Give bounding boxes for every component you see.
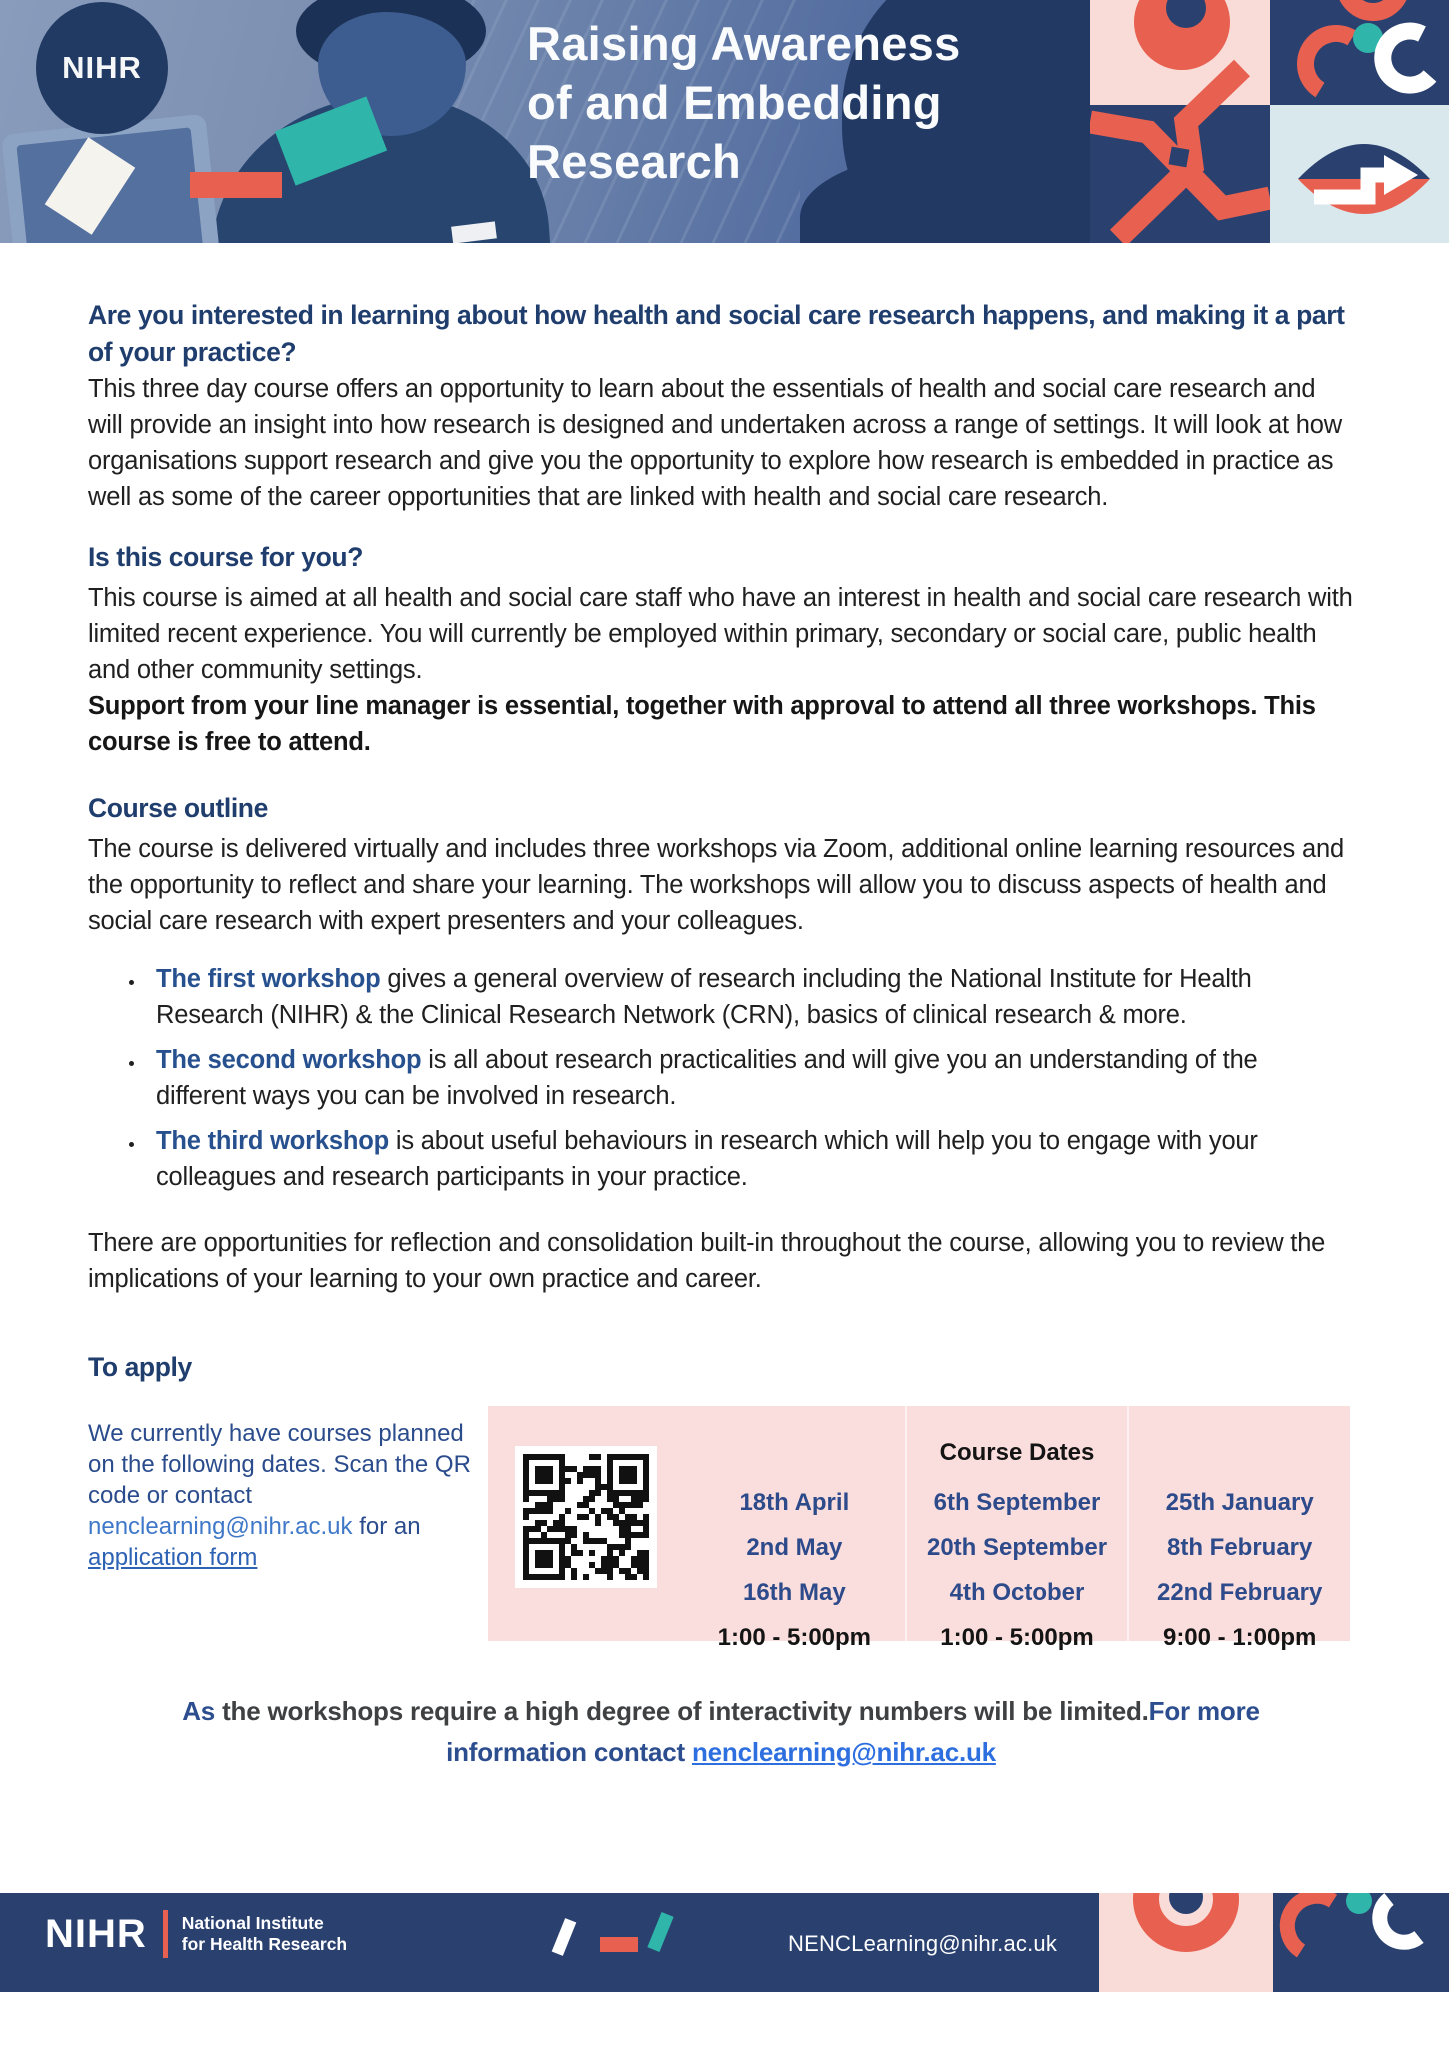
course-dates-panel [488, 1406, 1350, 1651]
teal-slash-shape [647, 1912, 673, 1952]
red-rectangle-shape [190, 172, 282, 198]
workshop-lead: The second workshop [156, 1046, 422, 1074]
intro-heading: Are you interested in learning about how health and social care research happens, and making it a part of your practice? [88, 300, 1345, 367]
list-item [146, 1042, 1354, 1114]
banner-photo [0, 0, 1090, 243]
workshop-text: is all about research practicalities and will give you an understanding of the different ways you can be involved in research. [156, 1046, 1258, 1110]
nihr-logo-text: NIHR [62, 50, 142, 85]
apply-instructions: We currently have courses planned on the following dates. Scan the QR code or contact nenclearning@nihr.ac.uk for an application form [88, 1420, 471, 1571]
apply-heading: To apply [88, 1352, 192, 1382]
main-content [0, 243, 1449, 1773]
qr-code [515, 1446, 657, 1588]
abstract-shapes-graphic [1273, 1893, 1449, 1992]
course-date: 8th February [1166, 1534, 1313, 1561]
qr-code-graphic [520, 1451, 652, 1583]
dates-table-title: Course Dates [939, 1439, 1095, 1466]
workshop-lead: The third workshop [156, 1127, 389, 1155]
footer-deco-shapes [558, 1913, 718, 1973]
footer-bar [0, 1893, 1099, 1992]
dates-column-spring [684, 1406, 905, 1651]
footer-contact-email-link[interactable]: nenclearning@nihr.ac.uk [691, 1737, 996, 1767]
course-time: 1:00 - 5:00pm [717, 1624, 872, 1651]
header-banner [0, 0, 1449, 243]
chromosome-graphic [1090, 20, 1270, 243]
course-time: 9:00 - 1:00pm [1162, 1624, 1317, 1651]
workshop-text: is about useful behaviours in research which will help you to engage with your colleagues and research participants in your practice. [156, 1127, 1258, 1191]
course-date: 25th January [1165, 1489, 1314, 1516]
decorative-tile-grid [1090, 0, 1449, 243]
navy-tile-shapes [1270, 0, 1449, 105]
lightblue-tile-eye [1270, 105, 1449, 243]
outline-heading: Course outline [88, 793, 268, 823]
course-date: 18th April [739, 1489, 850, 1516]
donut-graphic [1099, 1893, 1273, 1992]
footer-nihr-logo [45, 1910, 347, 1958]
footer-navy-panel [1273, 1893, 1449, 1992]
course-date: 22nd February [1156, 1579, 1323, 1606]
course-date: 6th September [933, 1489, 1101, 1516]
intro-body: This three day course offers an opportunity to learn about the essentials of health and social care research and will provide an insight into how research is designed and undertaken across a range of settings. It will look at how organisations support research and give you the opportunity to explore how research is embedded in practice as well as some of the career opportunities that are linked with health and social care research. [88, 375, 1342, 511]
workshop-list [120, 961, 1354, 1195]
for-you-heading: Is this course for you? [88, 542, 363, 572]
nihr-org-name: National Institute for Health Research [181, 1913, 348, 1954]
dates-column-autumn [905, 1406, 1128, 1651]
workshop-lead: The first workshop [156, 965, 381, 993]
nihr-logo-circle [36, 2, 168, 134]
logo-divider [163, 1910, 168, 1958]
application-form-link[interactable]: application form [88, 1544, 258, 1571]
abstract-shapes-graphic [1270, 0, 1449, 105]
for-you-body: This course is aimed at all health and social care staff who have an interest in health and social care research with limited recent experience. You will currently be employed within primary, secondary or social care, public health and other community settings. [88, 584, 1353, 684]
footer-pink-panel [1099, 1893, 1273, 1992]
nihr-logo-text: NIHR [45, 1911, 147, 1956]
limited-numbers-note: As the workshops require a high degree of interactivity numbers will be limited.For more information contact nenclearning@nihr.ac.uk [182, 1696, 1260, 1767]
course-date: 20th September [926, 1534, 1108, 1561]
qr-cell [488, 1406, 684, 1641]
apply-section [88, 1406, 1354, 1651]
reflection-paragraph: There are opportunities for reflection and consolidation built-in throughout the course, allowing you to review the implications of your learning to your own practice and career. [88, 1229, 1326, 1293]
list-item [146, 961, 1354, 1033]
course-date: 16th May [742, 1579, 846, 1606]
workshop-text: gives a general overview of research including the National Institute for Health Research (NIHR) & the Clinical Research Network (CRN), basics of clinical research & more. [156, 965, 1252, 1029]
list-item [146, 1123, 1354, 1195]
eye-arrow-graphic [1270, 105, 1449, 243]
outline-body: The course is delivered virtually and includes three workshops via Zoom, additional online learning resources and the opportunity to reflect and share your learning. The workshops will allow you to discuss aspects of health and social care research with expert presenters and your colleagues. [88, 835, 1344, 935]
white-slash-shape [552, 1918, 577, 1956]
course-date: 2nd May [746, 1534, 843, 1561]
course-date: 4th October [949, 1579, 1085, 1606]
footer-email[interactable]: NENCLearning@nihr.ac.uk [788, 1931, 1058, 1956]
red-rectangle-shape [600, 1937, 638, 1952]
contact-email-link[interactable]: nenclearning@nihr.ac.uk [88, 1513, 353, 1540]
dates-column-winter [1127, 1406, 1350, 1651]
manager-support-note: Support from your line manager is essential, together with approval to attend all three workshops. This course is free to attend. [88, 692, 1316, 756]
course-time: 1:00 - 5:00pm [940, 1624, 1094, 1651]
page-title: Raising Awareness of and Embedding Research [527, 17, 961, 188]
